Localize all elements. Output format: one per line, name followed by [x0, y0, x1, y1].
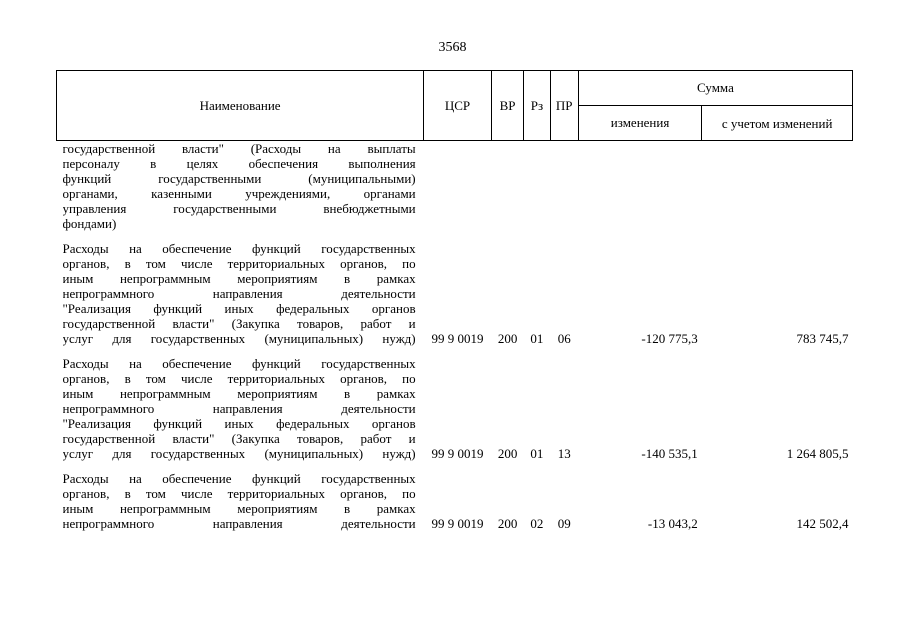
- row-name-line: иным непрограммным мероприятиям в рамках: [62, 501, 416, 516]
- row-name-line: функций государственными (муниципальными): [62, 171, 416, 186]
- row-total: [702, 141, 853, 232]
- row-name: [57, 241, 424, 346]
- row-vr: [491, 141, 523, 232]
- table-body: [57, 141, 853, 532]
- row-change: [578, 141, 701, 232]
- row-name-line: "Реализация функций иных федеральных органов: [62, 301, 416, 316]
- row-pr: [550, 141, 578, 232]
- row-name-line: непрограммного направления деятельности: [62, 516, 416, 531]
- header-rz: Рз: [524, 71, 550, 141]
- header-sum: Сумма: [578, 71, 852, 106]
- table-header: [57, 71, 853, 141]
- header-name: Наименование: [57, 71, 424, 141]
- header-csr: ЦСР: [424, 71, 492, 141]
- row-total: 1 264 805,5: [786, 446, 849, 461]
- row-csr: 99 9 0019: [431, 331, 484, 346]
- row-name-line: "Реализация функций иных федеральных органов: [62, 416, 416, 431]
- row-name-line: иным непрограммным мероприятиям в рамках: [62, 271, 416, 286]
- row-name-line: непрограммного направления деятельности: [62, 401, 416, 416]
- row-vr: 200: [497, 516, 518, 531]
- row-vr: 200: [497, 446, 518, 461]
- table-row: [57, 141, 853, 232]
- row-name-line: управления государственными внебюджетными: [62, 201, 416, 216]
- row-spacer-cell: [57, 231, 853, 241]
- row-spacer-cell: [57, 461, 853, 471]
- row-pr: 09: [557, 516, 571, 531]
- header-vr: ВР: [491, 71, 523, 141]
- row-change: -120 775,3: [641, 331, 698, 346]
- table-row: [57, 356, 853, 461]
- row-pr: 13: [557, 446, 571, 461]
- row-csr: [424, 141, 492, 232]
- row-name-line: непрограммного направления деятельности: [62, 286, 416, 301]
- header-with-change: с учетом изменений: [702, 106, 853, 141]
- row-name-line: услуг для государственных (муниципальных) нужд): [62, 331, 416, 346]
- row-name: [57, 141, 424, 232]
- table-row: [57, 241, 853, 346]
- row-name-line: органов, в том числе территориальных органов, по: [62, 486, 416, 501]
- row-name-line: органами, казенными учреждениями, органами: [62, 186, 416, 201]
- row-csr: 99 9 0019: [431, 516, 484, 531]
- row-name-line: Расходы на обеспечение функций государственных: [62, 471, 416, 486]
- row-pr: 06: [557, 331, 571, 346]
- row-name: [57, 471, 424, 531]
- row-spacer-cell: [57, 346, 853, 356]
- row-name-line: государственной власти" (Закупка товаров, работ и: [62, 431, 416, 446]
- row-rz: [524, 141, 550, 232]
- row-name: [57, 356, 424, 461]
- row-csr: 99 9 0019: [431, 446, 484, 461]
- row-name-line: органов, в том числе территориальных органов, по: [62, 256, 416, 271]
- header-pr: ПР: [550, 71, 578, 141]
- row-name-line: государственной власти" (Расходы на выплаты: [62, 141, 416, 156]
- header-change: изменения: [578, 106, 701, 141]
- row-name-line: государственной власти" (Закупка товаров, работ и: [62, 316, 416, 331]
- row-spacer: [57, 346, 853, 356]
- row-spacer: [57, 461, 853, 471]
- row-change: -13 043,2: [647, 516, 698, 531]
- row-rz: 01: [530, 446, 544, 461]
- row-name-line: услуг для государственных (муниципальных) нужд): [62, 446, 416, 461]
- row-name-line: Расходы на обеспечение функций государственных: [62, 356, 416, 371]
- row-total: 783 745,7: [796, 331, 849, 346]
- row-spacer: [57, 231, 853, 241]
- page-number: 3568: [438, 40, 467, 55]
- row-vr: 200: [497, 331, 518, 346]
- row-name-line: фондами): [62, 216, 117, 231]
- row-change: -140 535,1: [641, 446, 698, 461]
- row-name-line: персоналу в целях обеспечения выполнения: [62, 156, 416, 171]
- table-row: [57, 471, 853, 531]
- row-name-line: органов, в том числе территориальных органов, по: [62, 371, 416, 386]
- budget-table: [56, 70, 853, 531]
- row-rz: 02: [530, 516, 544, 531]
- row-name-line: Расходы на обеспечение функций государственных: [62, 241, 416, 256]
- row-rz: 01: [530, 331, 544, 346]
- row-total: 142 502,4: [796, 516, 849, 531]
- row-name-line: иным непрограммным мероприятиям в рамках: [62, 386, 416, 401]
